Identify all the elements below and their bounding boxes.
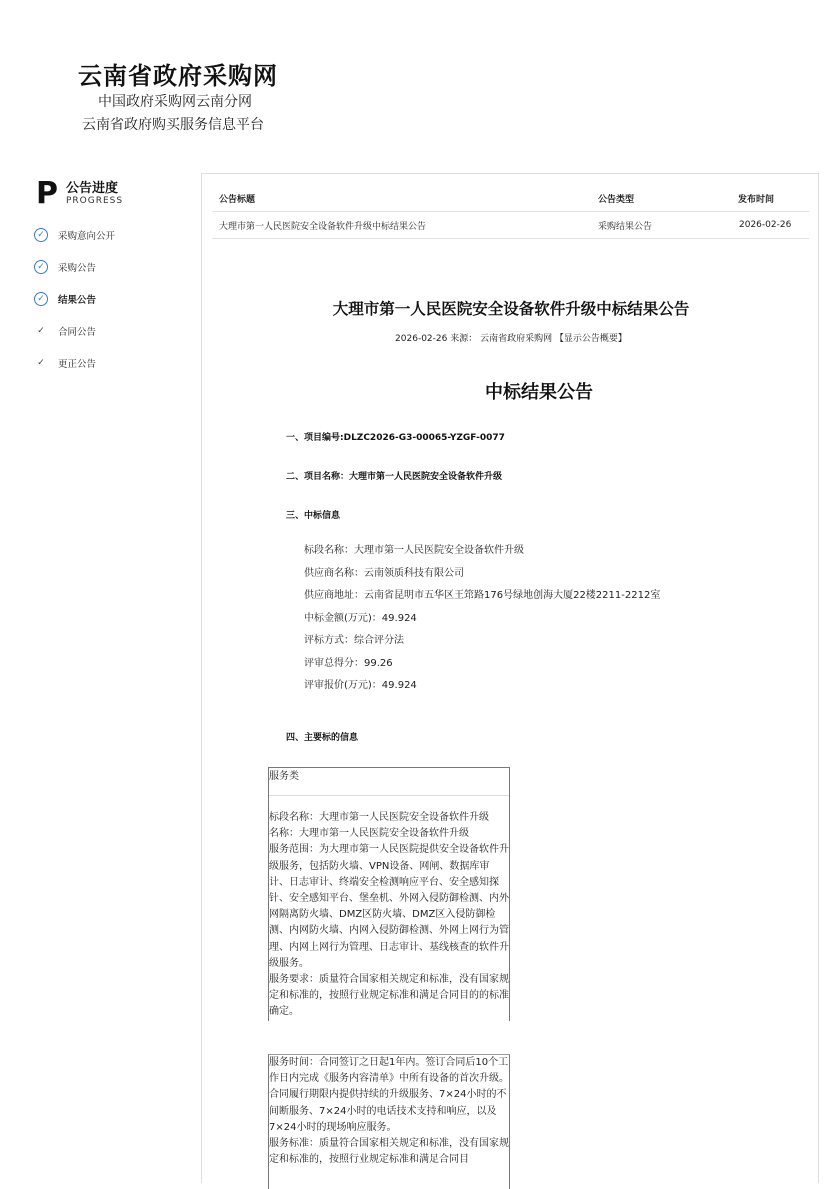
announcement-meta: 2026-02-26 来源： 云南省政府采购网 【显示公告概要】 <box>395 334 627 344</box>
step-label: 采购公告 <box>58 263 97 274</box>
announcement-title: 大理市第一人民医院安全设备软件升级中标结果公告 <box>332 300 690 318</box>
column-header-time: 发布时间 <box>738 195 775 205</box>
info-line: 评审报价(万元)：49.924 <box>304 680 417 691</box>
service-detail-box <box>268 767 510 1021</box>
announcement-panel <box>201 173 819 1183</box>
step-label: 结果公告 <box>58 295 97 306</box>
info-line: 中标金额(万元)：49.924 <box>304 613 417 624</box>
table-header <box>212 186 809 212</box>
detail-line: 标段名称：大理市第一人民医院安全设备软件升级 <box>269 812 489 823</box>
step-label: 采购意向公开 <box>58 231 116 242</box>
detail-line: 服务标准：质量符合国家相关规定和标准，没有国家规定和标准的，按照行业规定标准和满足合同目 <box>269 1138 509 1166</box>
service-category: 服务类 <box>269 768 509 796</box>
site-subtitle-2: 云南省政府购买服务信息平台 <box>82 117 264 133</box>
progress-logo-letter: P <box>36 176 58 211</box>
step-label: 合同公告 <box>58 327 97 338</box>
detail-line: 服务范围：为大理市第一人民医院提供安全设备软件升级服务，包括防火墙、VPN设备、网闸、数据库审计、日志审计、终端安全检测响应平台、安全感知探针、安全感知平台、堡垒机、外网入侵防御检测、内外网隔离防火墙、DMZ区防火墙、DMZ区入侵防御检测、内网防火墙、内网入侵防御检测、外网上网行为管理、内网上网行为管理、日志审计、基线核查的软件升级服务。 <box>269 844 509 969</box>
section-project-name: 二、项目名称：大理市第一人民医院安全设备软件升级 <box>286 472 503 482</box>
detail-line: 服务时间：合同签订之日起1年内。签订合同后10个工作日内完成《服务内容清单》中所有设备的首次升级。合同履行期限内提供持续的升级服务、7×24小时的不间断服务、7×24小时的电话技术支持和响应，以及7×24小时的现场响应服务。 <box>269 1057 509 1133</box>
step-procurement-notice[interactable] <box>34 258 96 276</box>
step-contract-notice[interactable] <box>34 322 96 340</box>
progress-header <box>36 176 186 212</box>
progress-title: 公告进度 <box>66 181 119 196</box>
progress-title-en: PROGRESS <box>66 196 124 206</box>
step-result-notice[interactable] <box>34 290 96 308</box>
check-circle-icon: ✓ <box>34 260 48 274</box>
info-line: 供应商地址：云南省昆明市五华区王筇路176号绿地创海大厦22楼2211-2212室 <box>304 590 661 601</box>
row-time: 2026-02-26 <box>739 220 792 230</box>
check-icon: ✓ <box>37 358 45 368</box>
site-subtitle-1: 中国政府采购网云南分网 <box>98 94 252 110</box>
info-line: 评审总得分：99.26 <box>304 658 393 669</box>
check-circle-icon: ✓ <box>34 228 48 242</box>
info-line: 评标方式：综合评分法 <box>304 635 404 646</box>
section-main-items: 四、主要标的信息 <box>286 733 359 743</box>
table-row[interactable] <box>212 212 809 239</box>
section-project-number: 一、项目编号:DLZC2026-G3-00065-YZGF-0077 <box>286 433 505 443</box>
check-icon: ✓ <box>37 326 45 336</box>
step-label: 更正公告 <box>58 359 97 370</box>
detail-line: 名称：大理市第一人民医院安全设备软件升级 <box>269 828 469 840</box>
info-line: 标段名称：大理市第一人民医院安全设备软件升级 <box>304 545 524 556</box>
announcement-heading: 中标结果公告 <box>485 382 593 403</box>
row-title[interactable]: 大理市第一人民医院安全设备软件升级中标结果公告 <box>219 221 427 232</box>
row-type: 采购结果公告 <box>598 221 653 232</box>
step-correction-notice[interactable] <box>34 354 96 372</box>
check-circle-icon: ✓ <box>34 292 48 306</box>
info-line: 供应商名称：云南领质科技有限公司 <box>304 568 464 579</box>
step-intent-public[interactable] <box>34 226 115 244</box>
section-award-info: 三、中标信息 <box>286 511 341 521</box>
column-header-title: 公告标题 <box>219 195 256 205</box>
column-header-type: 公告类型 <box>598 195 635 205</box>
detail-line: 服务要求：质量符合国家相关规定和标准，没有国家规定和标准的，按照行业规定标准和满足合同目的的标准确定。 <box>269 974 509 1018</box>
site-title: 云南省政府采购网 <box>78 62 278 90</box>
